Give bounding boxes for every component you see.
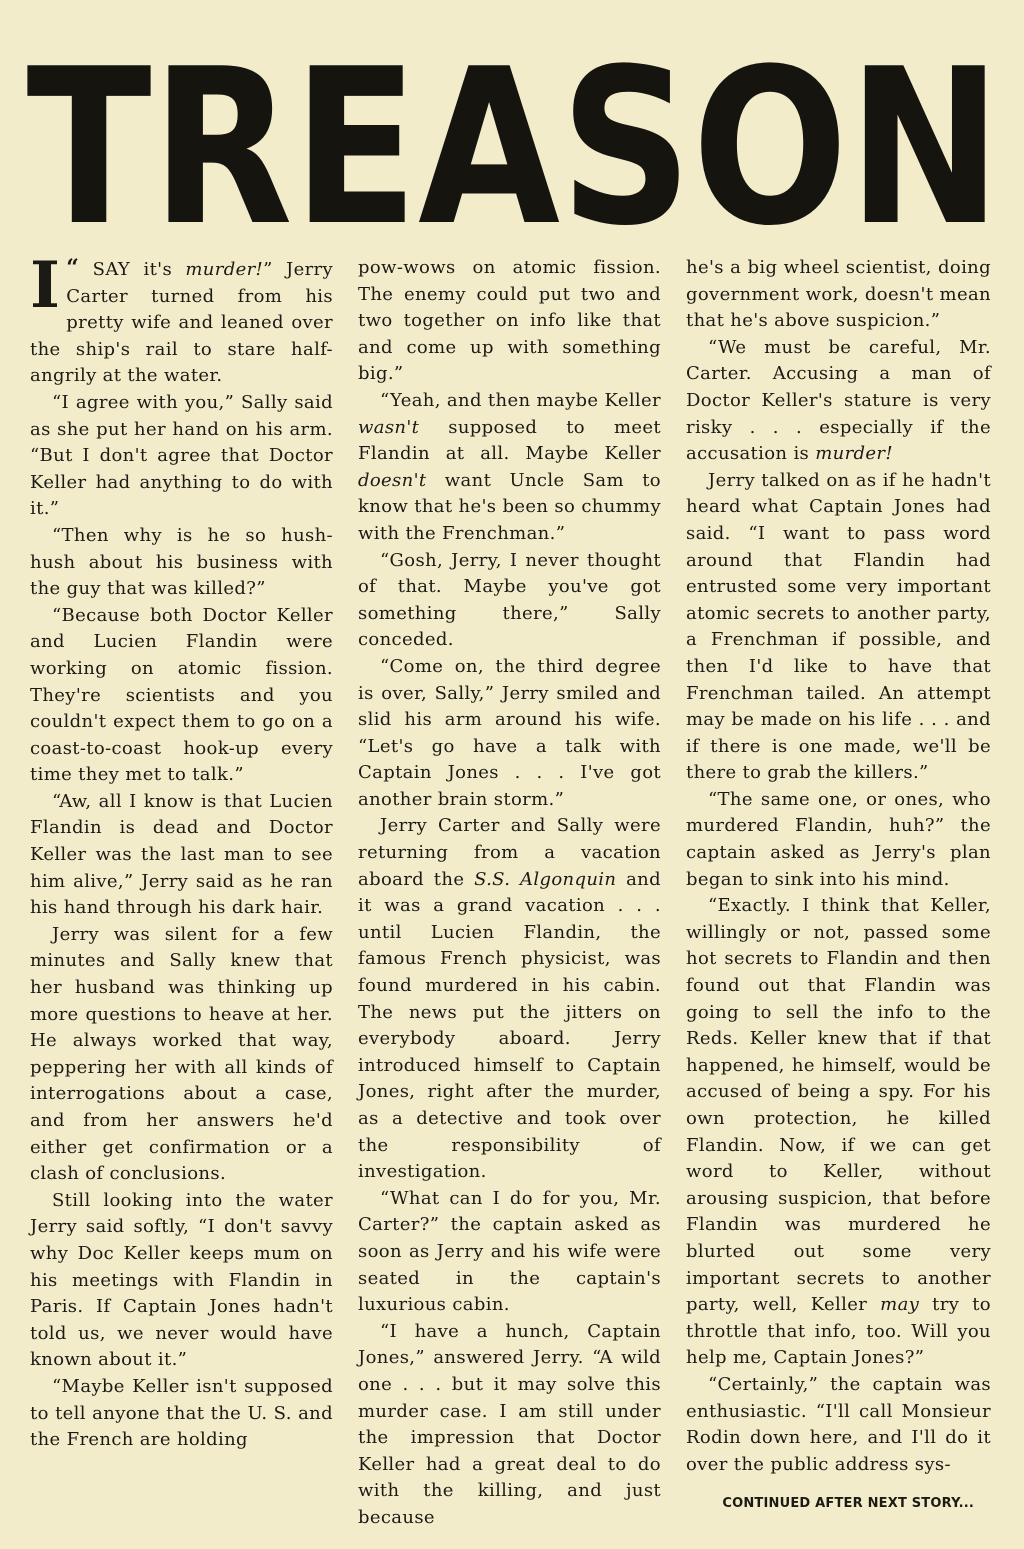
paragraph: “Certainly,” the captain was enthusiastic. “I'll call Monsieur Rodin down here, and I'll do it over the public address sys- <box>686 1373 991 1475</box>
paragraph <box>358 388 661 548</box>
paragraph: “Maybe Keller isn't supposed to tell anyone that the U. S. and the French are holding <box>30 1375 333 1451</box>
paragraph <box>686 335 991 468</box>
column-3 <box>686 255 991 1483</box>
opening-italic: murder! <box>185 259 264 280</box>
italic-run: murder! <box>815 443 893 465</box>
column-1 <box>30 248 333 1483</box>
italic-run: may <box>880 1294 920 1316</box>
ship-name: S.S. Algonquin <box>474 868 617 890</box>
paragraph: Jerry was silent for a few minutes and Sally knew that her husband was thinking up more questions to heave at her. He always worked that way, peppering her with all kinds of interrogations about a case, and from her answers he'd either get confirmation or a clash of conclusions. <box>30 923 333 1185</box>
drop-cap: I <box>30 248 61 323</box>
text-run: and it was a grand vacation . . . until Lucien Flandin, the famous French physicist, was found murdered in his cabin. The news put the jitters on everybody aboard. Jerry introduced himself to Captain Jones, right after the murder, as a detective and took over the responsibility of investigation. <box>358 868 661 1183</box>
opening-lead-in: SAY it's <box>79 259 186 280</box>
paragraph: “What can I do for you, Mr. Carter?” the captain asked as soon as Jerry and his wife were seated in the captain's luxurious cabin. <box>358 1187 661 1316</box>
text-run: supposed to meet Flandin at all. Maybe Keller <box>358 416 661 465</box>
opening-quote-mark: “ <box>66 255 80 281</box>
opening-rest: ” Jerry Carter turned from his pretty wife and leaned over the ship's rail to stare half-angrily at the water. <box>30 259 333 387</box>
continued-note: CONTINUED AFTER NEXT STORY... <box>722 1496 974 1511</box>
paragraph: “Come on, the third degree is over, Sally,” Jerry smiled and slid his arm around his wife. “Let's go have a talk with Captain Jones . . . I've got another brain storm.” <box>358 655 661 810</box>
paragraph: “Because both Doctor Keller and Lucien Flandin were working on atomic fission. They're scientists and you couldn't expect them to go on a coast-to-coast hook-up every time they met to talk.” <box>30 604 333 786</box>
text-run: Jerry Carter and Sally were returning from a vacation aboard the <box>358 815 661 890</box>
paragraph: he's a big wheel scientist, doing government work, doesn't mean that he's above suspicion.” <box>686 257 991 332</box>
text-run: “Exactly. I think that Keller, willingly or not, passed some hot secrets to Flandin and then found out that Flandin was going to sell the info to the Reds. Keller knew that if that happened, he himself, would be accused of being a spy. For his own protection, he killed Flandin. Now, if we can get word to Keller, without arousing suspicion, that before Flandin was murdered he blurted out some very important secrets to another party, well, Keller <box>686 895 991 1316</box>
italic-run: wasn't <box>358 416 420 438</box>
paragraph: “I have a hunch, Captain Jones,” answered Jerry. “A wild one . . . but it may solve this murder case. I am still under the impression that Doctor Keller had a great deal to do with the killing, and just because <box>358 1320 661 1528</box>
paragraph: “Aw, all I know is that Lucien Flandin is dead and Doctor Keller was the last man to see him alive,” Jerry said as he ran his hand through his dark hair. <box>30 790 333 919</box>
paragraph: “I agree with you,” Sally said as she put her hand on his arm. “But I don't agree that Doctor Keller had anything to do with it.” <box>30 391 333 520</box>
paragraph: Jerry talked on as if he hadn't heard what Captain Jones had said. “I want to pass word around that Flandin had entrusted some very important atomic secrets to another party, a Frenchman if possible, and then I'd like to have that Frenchman tailed. An attempt may be made on his life . . . and if there is one made, we'll be there to grab the killers.” <box>686 469 991 784</box>
italic-run: doesn't <box>358 469 427 491</box>
text-run: “Yeah, and then maybe Keller <box>380 389 661 411</box>
paragraph <box>686 893 991 1372</box>
paragraph: pow-wows on atomic fission. The enemy could put two and two together on info like that and come up with something big.” <box>358 257 661 385</box>
text-run: want Uncle Sam to know that he's been so chummy with the Frenchman.” <box>358 469 661 544</box>
text-run: try to throttle that info, too. Will you help me, Captain Jones?” <box>686 1294 991 1369</box>
title-text: TREASON <box>26 22 1002 273</box>
text-run: “We must be careful, Mr. Carter. Accusing a man of Doctor Keller's stature is very risky . . . especially if the accusation is <box>686 336 991 465</box>
paragraph: “Gosh, Jerry, I never thought of that. Maybe you've got something there,” Sally conceded. <box>358 549 661 651</box>
paragraph <box>358 813 661 1185</box>
paragraph: “The same one, or ones, who murdered Flandin, huh?” the captain asked as Jerry's plan began to sink into his mind. <box>686 788 991 890</box>
paragraph: Still looking into the water Jerry said softly, “I don't savvy why Doc Keller keeps mum on his meetings with Flandin in Paris. If Captain Jones hadn't told us, we never would have known about it.” <box>30 1189 333 1371</box>
paragraph: “Then why is he so hush-hush about his business with the guy that was killed?” <box>30 524 333 600</box>
column-2 <box>358 255 661 1528</box>
opening-paragraph <box>30 248 333 390</box>
